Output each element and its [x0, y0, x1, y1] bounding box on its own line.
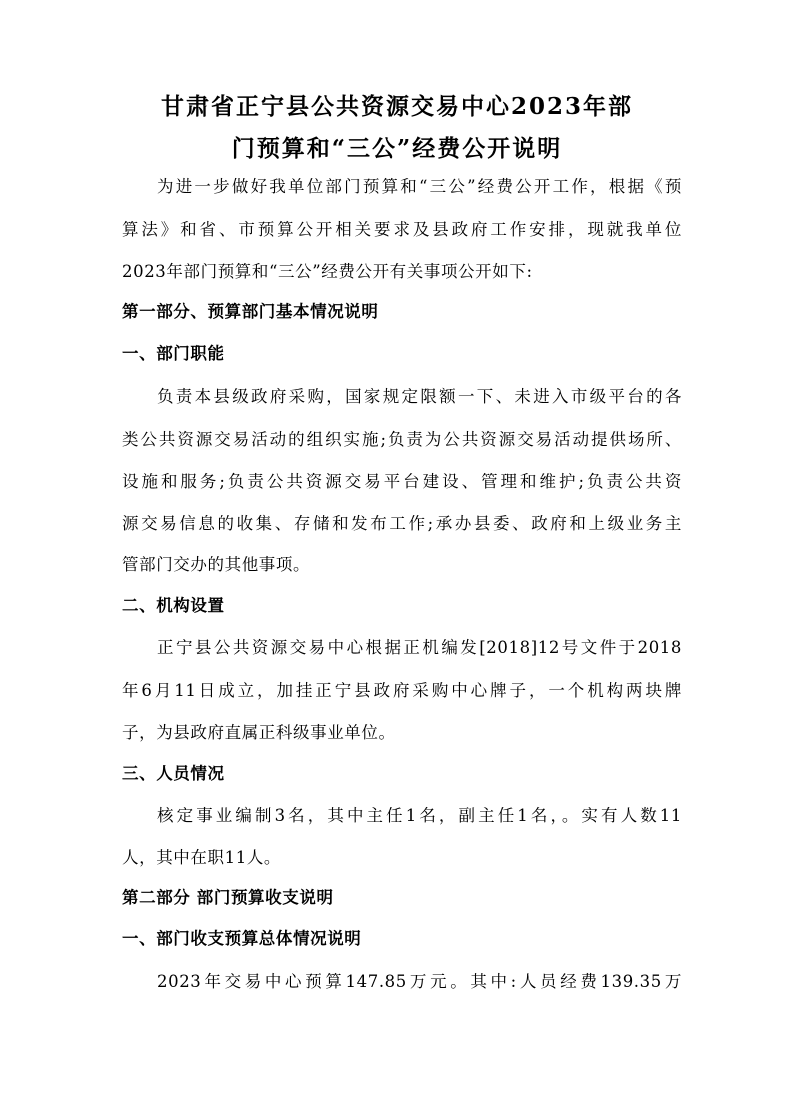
part1-section3-line-2: 人，其中在职11人。: [122, 848, 281, 867]
intro-line-1: 为进一步做好我单位部门预算和“三公”经费公开工作，根据《预: [157, 177, 682, 196]
intro-line-2: 算法》和省、市预算公开相关要求及县政府工作安排，现就我单位: [122, 220, 682, 239]
part1-section1-line-3: 设施和服务;负责公共资源交易平台建设、管理和维护;负责公共资: [122, 472, 682, 491]
part1-section2-line-2: 年6月11日成立，加挂正宁县政府采购中心牌子，一个机构两块牌: [122, 681, 682, 700]
part1-heading: 第一部分、预算部门基本情况说明: [122, 302, 379, 321]
part1-section2-heading: 二、机构设置: [122, 596, 225, 615]
part1-section3-heading: 三、人员情况: [122, 764, 225, 783]
part2-section1-heading: 一、部门收支预算总体情况说明: [122, 929, 362, 948]
document-title-line-2: 门预算和“三公”经费公开说明: [231, 135, 563, 162]
part2-section1-line-1: 2023年交易中心预算147.85万元。其中:人员经费139.35万: [157, 972, 682, 991]
intro-line-3: 2023年部门预算和“三公”经费公开有关事项公开如下:: [122, 262, 533, 281]
part1-section3-line-1: 核定事业编制3名，其中主任1名，副主任1名，。实有人数11: [157, 806, 682, 825]
part1-section1-line-1: 负责本县级政府采购，国家规定限额一下、未进入市级平台的各: [157, 387, 682, 406]
part1-section1-line-2: 类公共资源交易活动的组织实施;负责为公共资源交易活动提供场所、: [122, 430, 682, 449]
part1-section2-line-1: 正宁县公共资源交易中心根据正机编发[2018]12号文件于2018: [157, 638, 682, 657]
part1-section1-heading: 一、部门职能: [122, 344, 225, 363]
part1-section1-line-5: 管部门交办的其他事项。: [122, 555, 311, 574]
document-title-line-1: 甘肃省正宁县公共资源交易中心2023年部: [160, 93, 633, 120]
part2-heading: 第二部分 部门预算收支说明: [122, 888, 334, 907]
part1-section1-line-4: 源交易信息的收集、存储和发布工作;承办县委、政府和上级业务主: [122, 514, 682, 533]
part1-section2-line-3: 子，为县政府直属正科级事业单位。: [122, 723, 396, 742]
